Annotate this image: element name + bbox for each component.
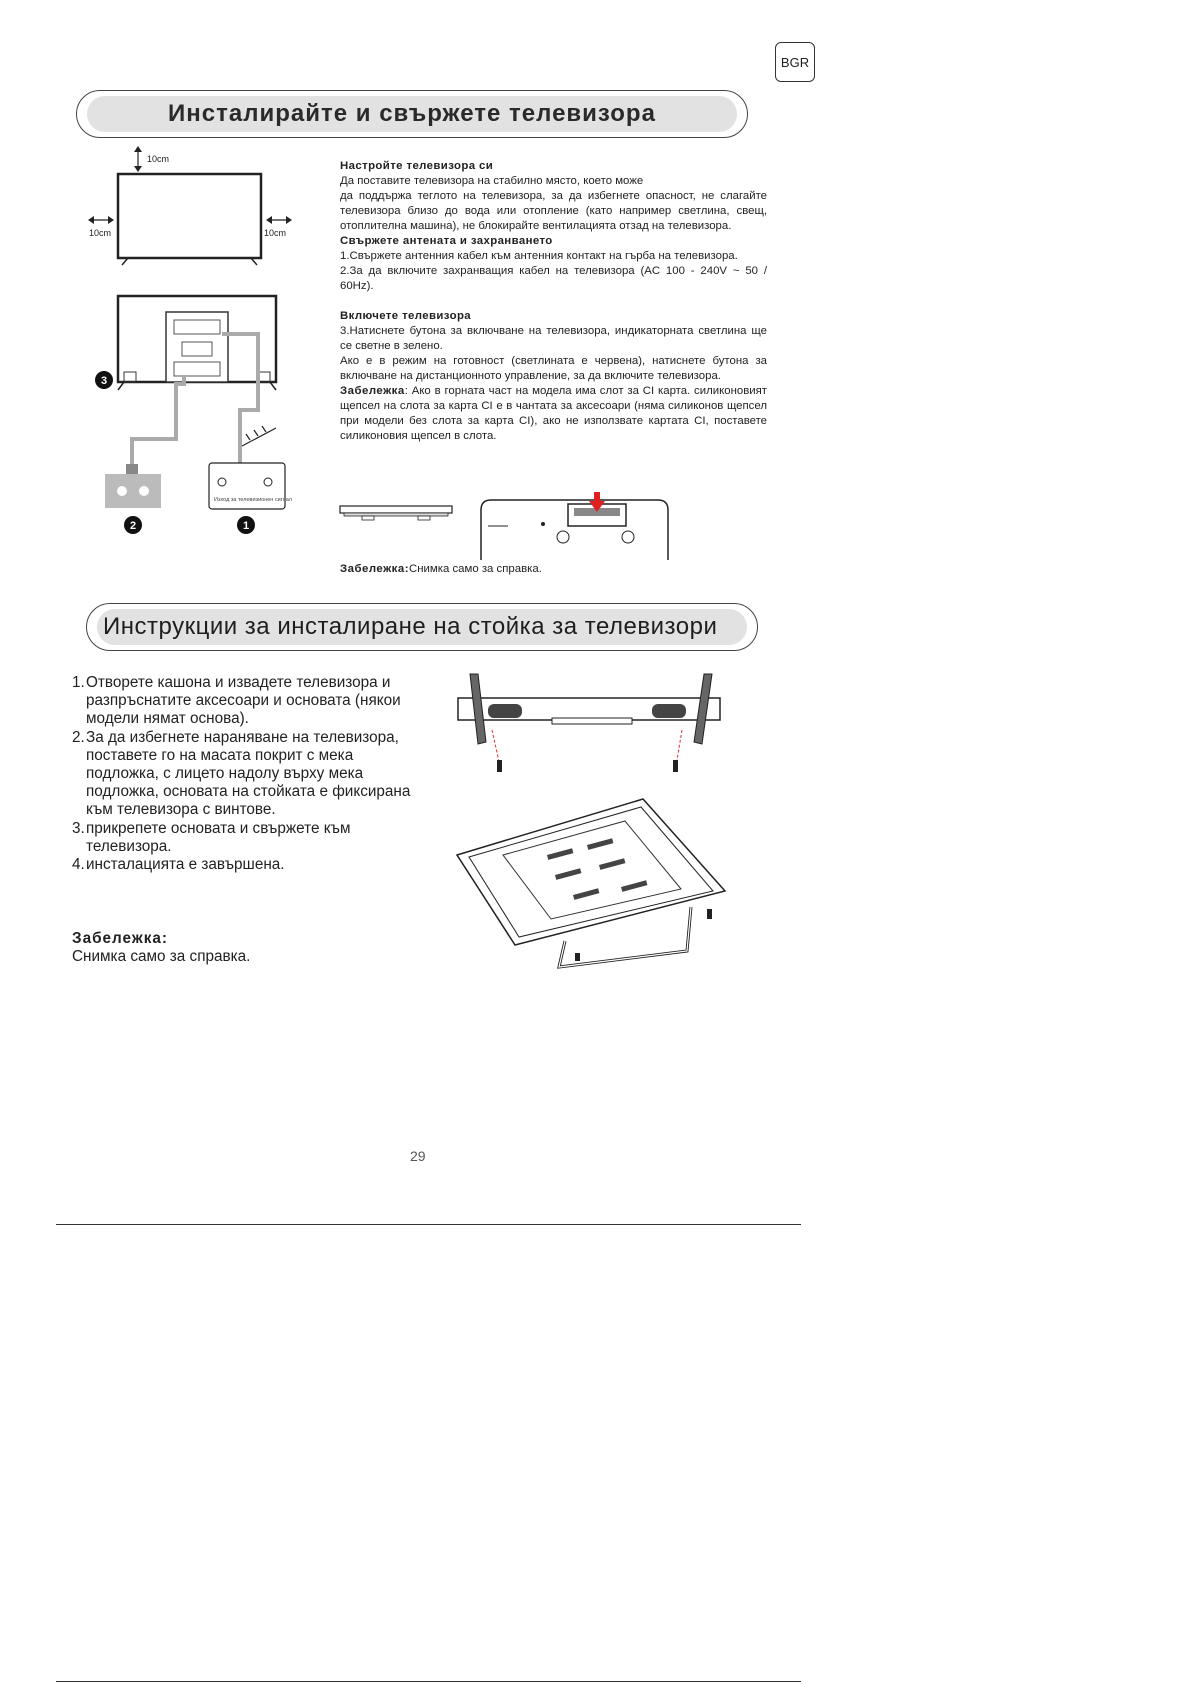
list-item: 1. Отворете кашона и извадете телевизора и разпръснатите аксесоари и основата (някои модели нямат основа).	[72, 674, 401, 728]
tv-front-outline	[118, 174, 261, 258]
screw-icon	[707, 909, 712, 919]
power-item-3: 3.Натиснете бутона за включване на телевизора, индикаторната светлина ще се светне в зелено.	[340, 325, 767, 352]
silicone-plug-illustration	[340, 506, 452, 520]
section-1-title: Инсталирайте и свържете телевизора	[87, 96, 737, 132]
setup-text-1: Да поставите телевизора на стабилно място, което може	[340, 175, 644, 187]
photo-note-1-label: Забележка:	[340, 563, 410, 575]
power-heading: Включете телевизора	[340, 310, 472, 322]
ci-note	[340, 384, 767, 444]
tv-back-with-ci-slot	[481, 500, 668, 560]
setup-heading: Настройте телевизора си	[340, 160, 494, 172]
ci-slot-diagram	[338, 490, 678, 562]
top-clearance-arrow	[134, 146, 142, 172]
connect-item-1: 1.Свържете антенния кабел към антенния контакт на гърба на телевизора.	[340, 250, 738, 262]
ci-note-label: Забележка	[340, 385, 405, 397]
tv-face-down-stand-illustration	[455, 795, 735, 975]
left-clearance-label: 10cm	[89, 228, 112, 238]
section-2-note-text: Снимка само за справка.	[72, 948, 251, 965]
section-2-title: Инструкции за инсталиране на стойка за телевизори	[97, 609, 747, 645]
svg-text:2: 2	[129, 520, 137, 532]
right-clearance-label: 10cm	[264, 228, 287, 238]
section-1-title-banner	[76, 90, 748, 138]
ci-note-text: : Ако в горната част на модела има слот за CI карта. силиконовият щепсел на слота за карта CI е в чантата за аксесоари (няма силиконов щепсел при модели без слота за карта CI), ако не използвате картата CI, поставете силиконовия щепсел в слота.	[340, 385, 767, 442]
power-standby-text: Ако е в режим на готовност (светлината е червена), натиснете бутона за включване на дистанционното управление, за да включите телевизора.	[340, 355, 767, 382]
photo-note-1	[340, 563, 542, 575]
page-divider	[56, 1224, 801, 1225]
power-outlet	[105, 464, 161, 508]
language-badge: BGR	[775, 42, 815, 82]
connect-heading: Свържете антената и захранването	[340, 235, 553, 247]
section-1-instructions	[340, 159, 767, 444]
top-clearance-label: 10cm	[147, 154, 170, 164]
stand-install-steps	[72, 674, 417, 874]
list-item: 3. прикрепете основата и свържете към телевизора.	[72, 819, 351, 855]
right-clearance-arrow	[266, 216, 292, 224]
photo-note-1-text: Снимка само за справка.	[409, 563, 542, 575]
tv-connection-diagram	[80, 144, 300, 544]
setup-text-2: да поддържа теглото на телевизора, за да избегнете опасност, не слагайте телевизора близо до вода или отопление (като например светлина, свещ, отоплителна машина), не блокирайте вентилацията отзад на телевизора.	[340, 190, 767, 232]
list-item: 2. За да избегнете нараняване на телевизора, поставете го на масата покрит с мека подложка, с лицето надолу върху мека подложка, основата на стойката е фиксирана към телевизора с винтове.	[72, 728, 411, 819]
stand-feet-illustration	[452, 670, 732, 780]
antenna-symbol	[242, 426, 276, 446]
antenna-box-caption: Изход за телевизионен сигнал	[214, 497, 292, 503]
svg-text:1: 1	[242, 520, 250, 532]
section-2-title-banner	[86, 603, 758, 651]
page-number: 29	[410, 1148, 426, 1164]
connect-item-2: 2.За да включите захранващия кабел на телевизора (AC 100 - 240V ~ 50 / 60Hz).	[340, 265, 767, 292]
screw-icon	[497, 760, 502, 772]
screw-icon	[575, 953, 580, 961]
screw-icon	[673, 760, 678, 772]
tv-rear-view	[118, 296, 276, 390]
power-cable	[132, 376, 184, 464]
left-clearance-arrow	[88, 216, 114, 224]
bottom-divider	[56, 1681, 801, 1682]
svg-text:3: 3	[100, 375, 108, 387]
section-2-note-title: Забележка:	[72, 930, 168, 947]
list-item: 4. инсталацията е завършена.	[72, 856, 285, 874]
